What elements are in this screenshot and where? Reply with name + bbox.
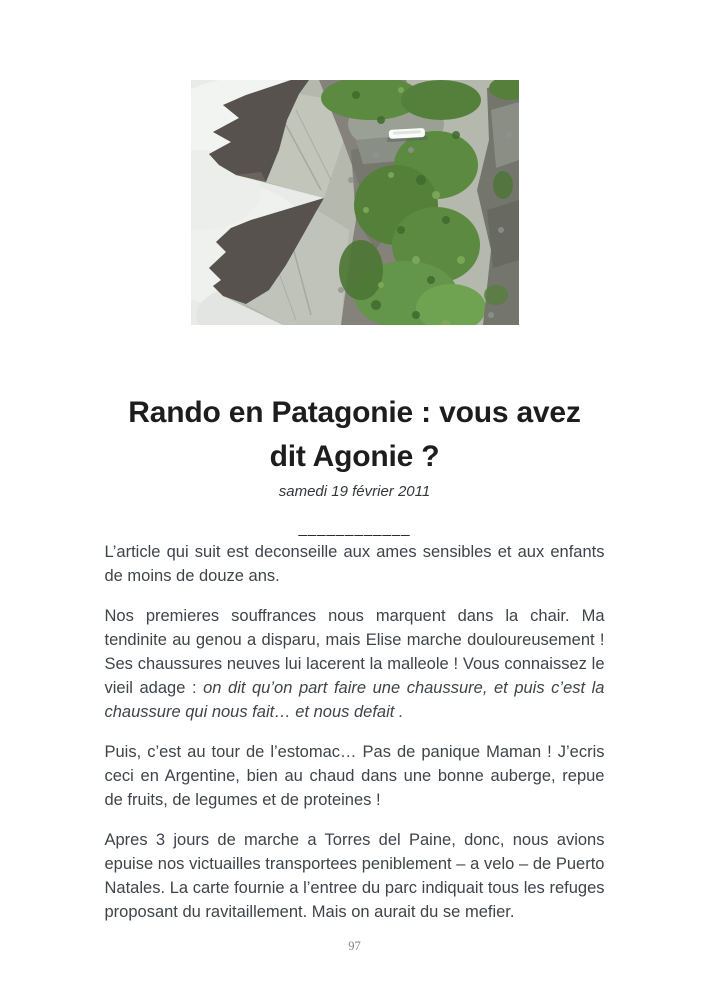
text-run: L’article qui suit est deconseille aux ames sensibles et aux enfants de moins de douze ans. <box>104 543 605 585</box>
paragraph <box>105 540 605 588</box>
text-run-italic: on dit qu’on part faire une chaussure, et puis c’est la chaussure qui nous fait… et nous defait . <box>104 679 605 721</box>
article-date: samedi 19 février 2011 <box>278 483 431 500</box>
paragraph <box>105 828 605 924</box>
page-title <box>85 391 625 479</box>
paragraph <box>105 740 605 812</box>
text-run: Apres 3 jours de marche a Torres del Paine, donc, nous avions epuise nos victuailles transportees peniblement – a velo – de Puerto Natales. La carte fournie a l’entree du parc indiquait tous les refuges proposant du ravitaillement. Mais on aurait du se mefier. <box>104 831 605 921</box>
text-run: Puis, c’est au tour de l’estomac… Pas de panique Maman ! J’ecris ceci en Argentine, bien au chaud dans une bonne auberge, repue de fruits, de legumes et de proteines ! <box>104 743 605 809</box>
article-body <box>105 540 605 924</box>
text-run: Nos premieres souffrances nous marquent dans la chair. Ma tendinite au genou a disparu, mais Elise marche douloureusement ! Ses chaussures neuves lui lacerent la malleole ! Vous connaissez le vieil adage : <box>104 607 605 697</box>
paragraph <box>105 604 605 724</box>
page-number: 97 <box>348 939 361 953</box>
title-line-2: dit Agonie ? <box>269 440 440 473</box>
mountain-photo-illustration <box>191 80 519 325</box>
section-divider: ____________ <box>298 520 411 537</box>
title-line-1: Rando en Patagonie : vous avez <box>128 396 581 429</box>
article-photo <box>191 80 519 325</box>
